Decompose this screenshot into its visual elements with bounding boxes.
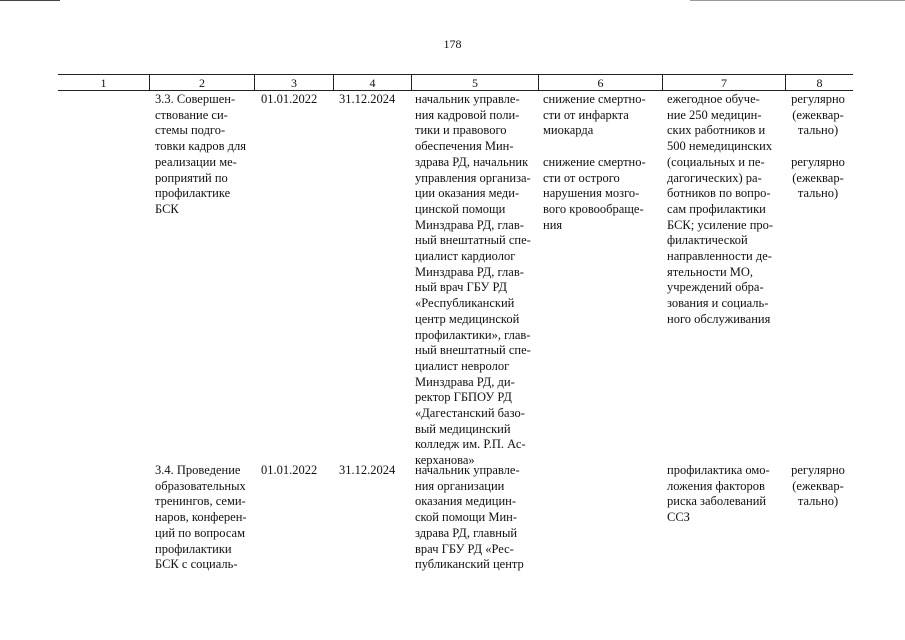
row-3-4-end-date: 31.12.2024 [339,463,396,477]
row-3-3-frequency: регулярно (ежеквар- тально) регулярно (ежеквар- тально) [791,92,845,201]
table-header-rule [58,90,853,91]
header-col-5: 5 [472,76,478,90]
header-col-6: 6 [597,76,604,90]
row-3-4-responsible: начальник управле- ния организации оказания медицин- ской помощи Мин- здрава РД, главный врач ГБУ РД «Рес- публиканский центр [415,463,524,572]
row-3-3-start-date: 01.01.2022 [261,92,318,106]
row-3-3-indicator: снижение смертно- сти от инфаркта миокарда снижение смертно- сти от острого нарушения мозго- вого кровообраще- ния [543,92,646,232]
row-3-4-result: профилактика омо- ложения факторов риска заболеваний ССЗ [667,463,770,525]
header-col-2: 2 [199,76,205,90]
header-col-8: 8 [816,76,823,90]
row-3-3-task: 3.3. Совершен- ствование си- стемы подго- товки кадров для реализации ме- роприятий по профилактике БСК [155,92,247,216]
scan-edge-left [0,0,60,1]
row-3-4-task: 3.4. Проведение образовательных тренингов, семи- наров, конферен- ций по вопросам профилактики БСК с социаль- [155,463,247,572]
row-3-3-responsible: начальник управле- ния кадровой поли- тики и правового обеспечения Мин- здрава РД, начальник управления организа- ции оказания меди- цинской помощи Минздрава РД, глав- ный внештатный спе- циалист кардиолог Минздрава РД, глав- ный врач ГБУ РД «Республиканский центр медицинской профилактики», глав- ный внештатный спе- циалист невролог Минздрава РД, ди- ректор ГБПОУ РД «Дагестанский базо- вый медицинский колледж им. Р.П. Ас- керханова» [415,92,531,468]
page-number: 178 [443,37,462,51]
scan-edge-right [690,0,905,1]
header-col-4: 4 [369,76,376,90]
row-3-4-start-date: 01.01.2022 [261,463,318,477]
row-3-3-end-date: 31.12.2024 [339,92,396,106]
table-top-rule [58,74,853,75]
row-3-3-result: ежегодное обуче- ние 250 медицин- ских работников и 500 немедицинских (социальных и пе- дагогических) ра- ботников по вопро- сам профилактики БСК; усиление про- филактической направленности де- ятельности МО, учреждений обра- зования и социаль- ного обслуживания [667,92,774,326]
header-col-1: 1 [100,76,107,90]
row-3-4-frequency: регулярно (ежеквар- тально) [791,463,845,509]
header-col-7: 7 [721,76,727,90]
header-col-3: 3 [291,76,297,90]
